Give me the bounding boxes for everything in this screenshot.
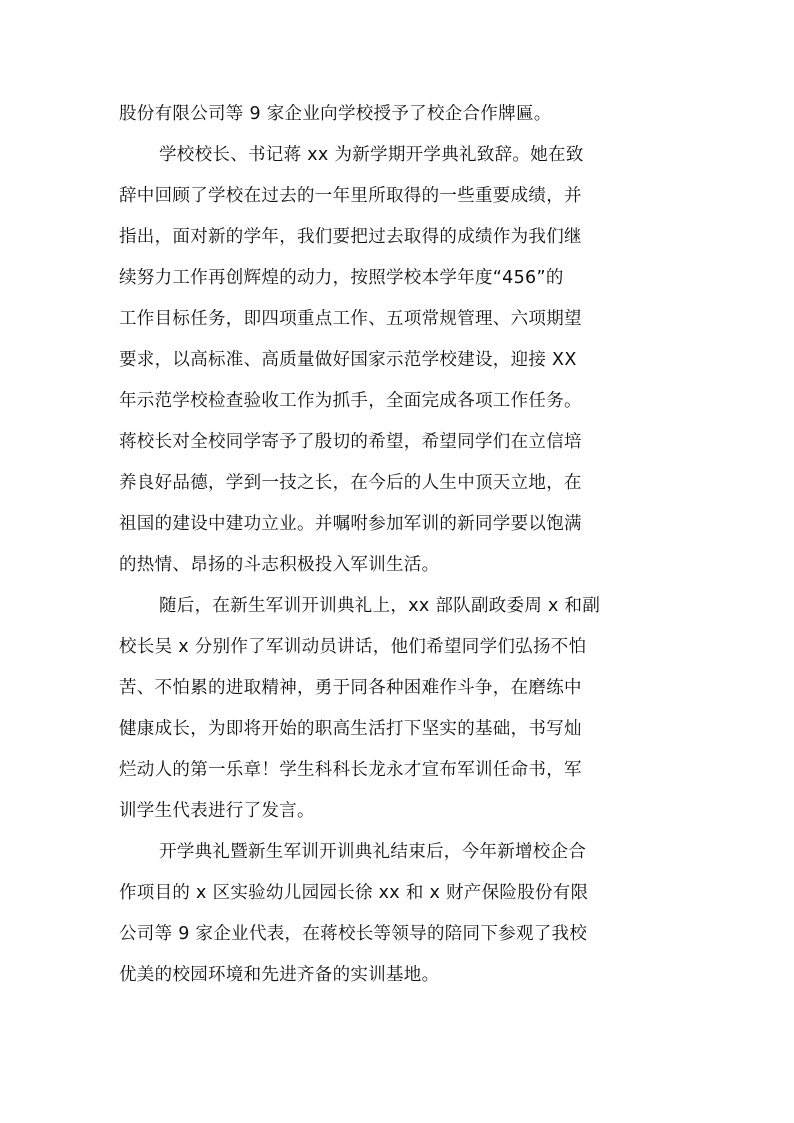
text-line: 祖国的建设中建功立业。并嘱咐参加军训的新同学要以饱满 <box>119 514 582 534</box>
text-line: 烂动人的第一乐章！学生科科长龙永才宣布军训任命书，军 <box>119 760 582 780</box>
text-line: 学校校长、书记蒋 xx 为新学期开学典礼致辞。她在致 <box>159 145 584 165</box>
text-line: 蒋校长对全校同学寄予了殷切的希望，希望同学们在立信培 <box>119 432 582 452</box>
text-line: 续努力工作再创辉煌的动力，按照学校本学年度“456”的 <box>119 268 564 288</box>
body-text <box>119 94 675 996</box>
text-line: 指出，面对新的学年，我们要把过去取得的成绩作为我们继 <box>119 227 582 247</box>
text-line: 训学生代表进行了发言。 <box>119 801 315 821</box>
text-line: 养良好品德，学到一技之长，在今后的人生中顶天立地，在 <box>119 473 582 493</box>
text-line: 开学典礼暨新生军训开训典礼结束后，今年新增校企合 <box>159 842 587 862</box>
text-line: 要求，以高标准、高质量做好国家示范学校建设，迎接 XX <box>119 350 577 370</box>
text-line: 辞中回顾了学校在过去的一年里所取得的一些重要成绩，并 <box>119 186 582 206</box>
text-line: 校长吴 x 分别作了军训动员讲话，他们希望同学们弘扬不怕 <box>119 637 587 657</box>
text-line: 公司等 9 家企业代表，在蒋校长等领导的陪同下参观了我校 <box>119 924 588 944</box>
text-line: 股份有限公司等 9 家企业向学校授予了校企合作牌匾。 <box>119 104 552 124</box>
text-line: 作项目的 x 区实验幼儿园园长徐 xx 和 x 财产保险股份有限 <box>119 883 589 903</box>
text-line: 随后，在新生军训开训典礼上，xx 部队副政委周 x 和副 <box>159 596 601 616</box>
text-line: 优美的校园环境和先进齐备的实训基地。 <box>119 965 440 985</box>
text-line: 工作目标任务，即四项重点工作、五项常规管理、六项期望 <box>119 309 582 329</box>
text-line: 的热情、昂扬的斗志积极投入军训生活。 <box>119 555 440 575</box>
text-line: 年示范学校检查验收工作为抓手，全面完成各项工作任务。 <box>119 391 582 411</box>
text-line: 健康成长，为即将开始的职高生活打下坚实的基础，书写灿 <box>119 719 582 739</box>
text-line: 苦、不怕累的进取精神，勇于同各种困难作斗争，在磨练中 <box>119 678 582 698</box>
